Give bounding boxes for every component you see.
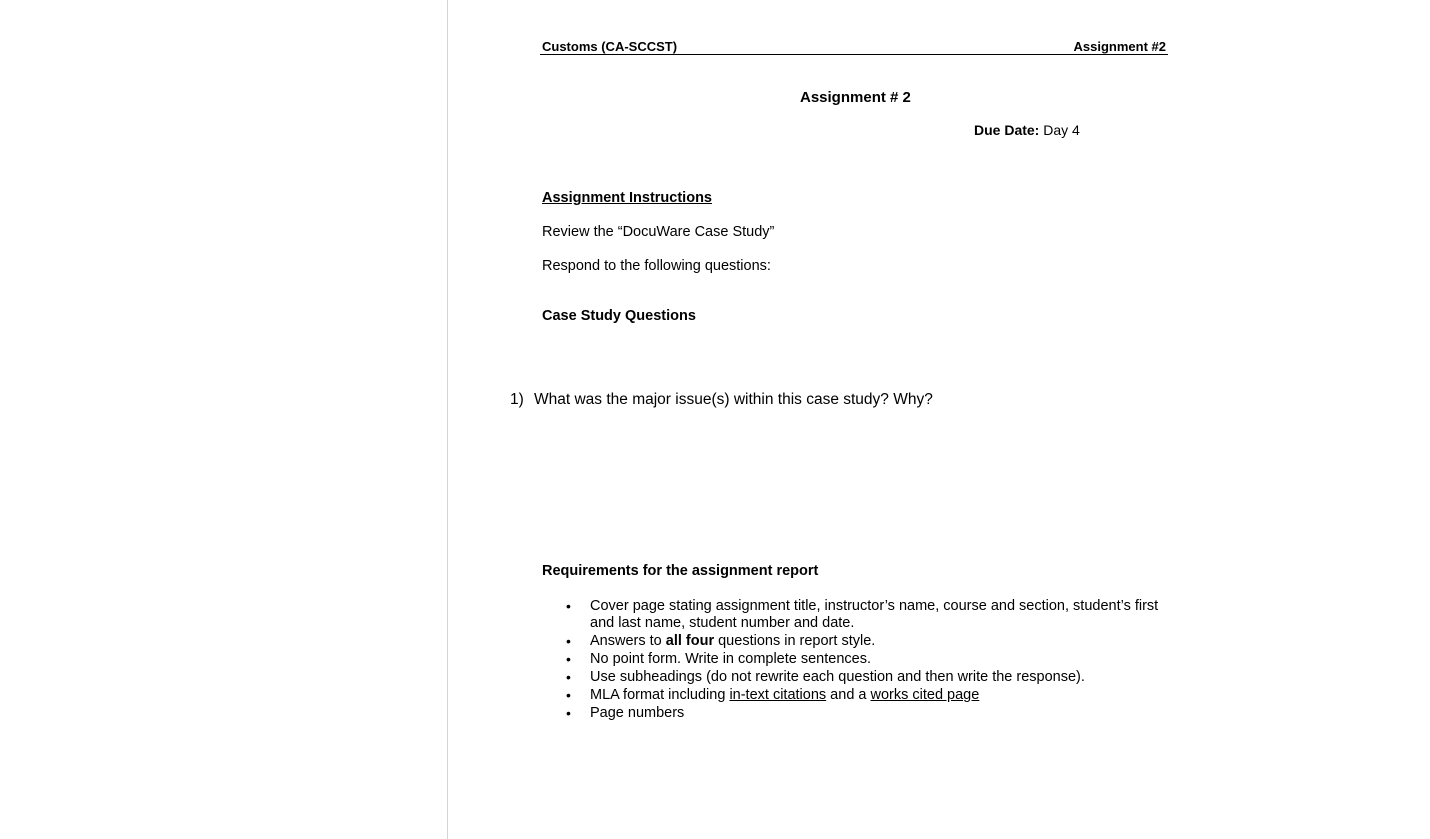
running-header — [540, 38, 1168, 55]
due-date-value: Day 4 — [1043, 122, 1080, 138]
list-item — [566, 669, 1166, 686]
list-item — [566, 633, 1166, 650]
instructions-heading: Assignment Instructions — [542, 190, 712, 206]
header-course: Customs (CA-SCCST) — [542, 39, 678, 54]
list-item — [566, 687, 1166, 704]
list-item — [566, 598, 1166, 632]
requirement-text: Page numbers — [590, 705, 685, 721]
question-number: 1) — [510, 391, 524, 408]
requirement-text-post: questions in report style. — [714, 633, 876, 649]
due-date-label: Due Date: — [974, 122, 1040, 138]
bullet-icon: • — [566, 687, 571, 703]
list-item — [566, 705, 1166, 722]
works-cited-page-text: works cited page — [870, 687, 980, 703]
requirement-text-pre: MLA format including — [590, 687, 730, 703]
requirement-text: No point form. Write in complete sentences. — [590, 651, 871, 667]
requirement-text: Use subheadings (do not rewrite each question and then write the response). — [590, 669, 1085, 685]
requirements-heading: Requirements for the assignment report — [542, 563, 819, 579]
bullet-icon: • — [566, 598, 571, 614]
left-blank-pane — [0, 0, 448, 839]
instruction-respond: Respond to the following questions: — [542, 258, 771, 274]
in-text-citations-text: in-text citations — [729, 687, 827, 703]
document-page — [448, 0, 1430, 839]
requirements-list — [566, 598, 1166, 723]
bullet-icon: • — [566, 651, 571, 667]
requirement-text: Cover page stating assignment title, instructor’s name, course and section, student’s first and last name, student number and date. — [590, 598, 1159, 631]
requirement-text-pre: Answers to — [590, 633, 666, 649]
document-title: Assignment # 2 — [800, 89, 911, 106]
bullet-icon: • — [566, 669, 571, 685]
bullet-icon: • — [566, 705, 571, 721]
question-text: What was the major issue(s) within this case study? Why? — [534, 391, 933, 408]
instruction-review: Review the “DocuWare Case Study” — [542, 224, 775, 240]
requirement-text-mid: and a — [826, 687, 871, 703]
case-study-heading: Case Study Questions — [542, 308, 696, 324]
due-date — [974, 122, 1080, 138]
bullet-icon: • — [566, 633, 571, 649]
list-item — [566, 651, 1166, 668]
header-assignment: Assignment #2 — [1073, 39, 1166, 54]
requirement-text-bold: all four — [665, 633, 715, 649]
